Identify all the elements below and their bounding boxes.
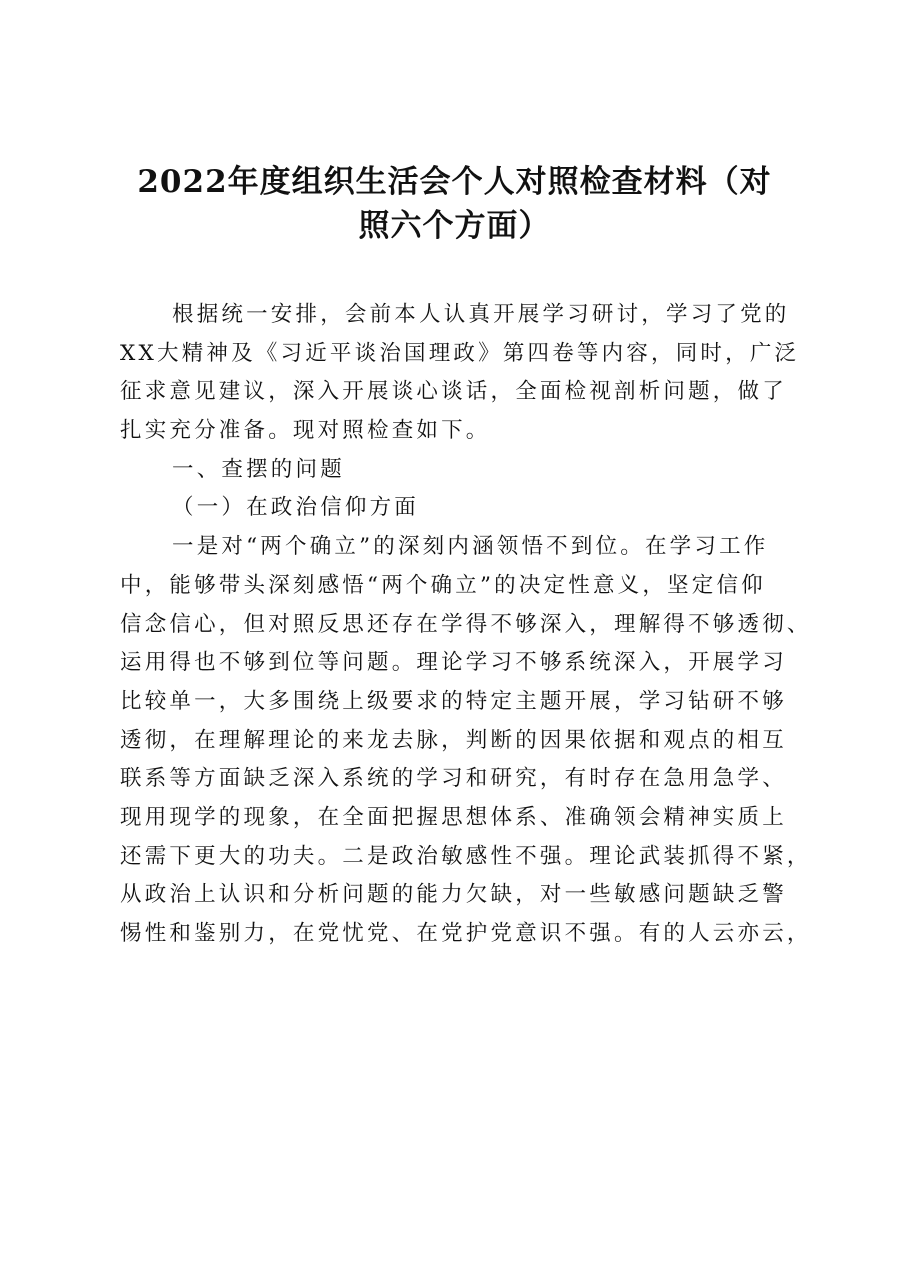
intro-line: 根据统一安排，会前本人认真开展学习研讨，学习了党的 [172, 302, 790, 327]
title-line: 照六个方面） [358, 208, 551, 244]
paragraph-line: 现用现学的现象，在全面把握思想体系、准确领会精神实质上 [120, 804, 787, 830]
paragraph-line: 信念信心，但对照反思还存在学得不够深入，理解得不够透彻、 [120, 611, 812, 637]
paragraph-line: 中，能够带头深刻感悟“两个确立”的决定性意义，坚定信仰 [120, 572, 766, 598]
subsection-heading: （一）在政治信仰方面 [172, 495, 420, 521]
intro-line: XX大精神及《习近平谈治国理政》第四卷等内容，同时，广泛 [120, 340, 800, 366]
document-body [120, 296, 812, 954]
paragraph-line: 比较单一，大多围绕上级要求的特定主题开展，学习钻研不够 [120, 688, 787, 714]
paragraph-line: 透彻，在理解理论的来龙去脉，判断的因果依据和观点的相互 [120, 727, 787, 753]
paragraph-line: 运用得也不够到位等问题。理论学习不够系统深入，开展学习 [120, 650, 787, 676]
section-heading: 一、查摆的问题 [172, 456, 345, 482]
paragraph-line: 联系等方面缺乏深入系统的学习和研究，有时存在急用急学、 [120, 766, 787, 792]
title-line: 2022年度组织生活会个人对照检查材料（对 [137, 164, 772, 200]
intro-line: 扎实充分准备。现对照检查如下。 [120, 418, 491, 444]
intro-line: 征求意见建议，深入开展谈心谈话，全面检视剖析问题，做了 [120, 379, 787, 405]
paragraph-line: 惕性和鉴别力，在党忧党、在党护党意识不强。有的人云亦云， [120, 921, 812, 946]
paragraph-line: 从政治上认识和分析问题的能力欠缺，对一些敏感问题缺乏警 [120, 882, 787, 908]
paragraph-line: 还需下更大的功夫。二是政治敏感性不强。理论武装抓得不紧， [120, 843, 812, 869]
paragraph-line: 一是对“两个确立”的深刻内涵领悟不到位。在学习工作 [172, 534, 769, 560]
document-title [120, 160, 789, 248]
